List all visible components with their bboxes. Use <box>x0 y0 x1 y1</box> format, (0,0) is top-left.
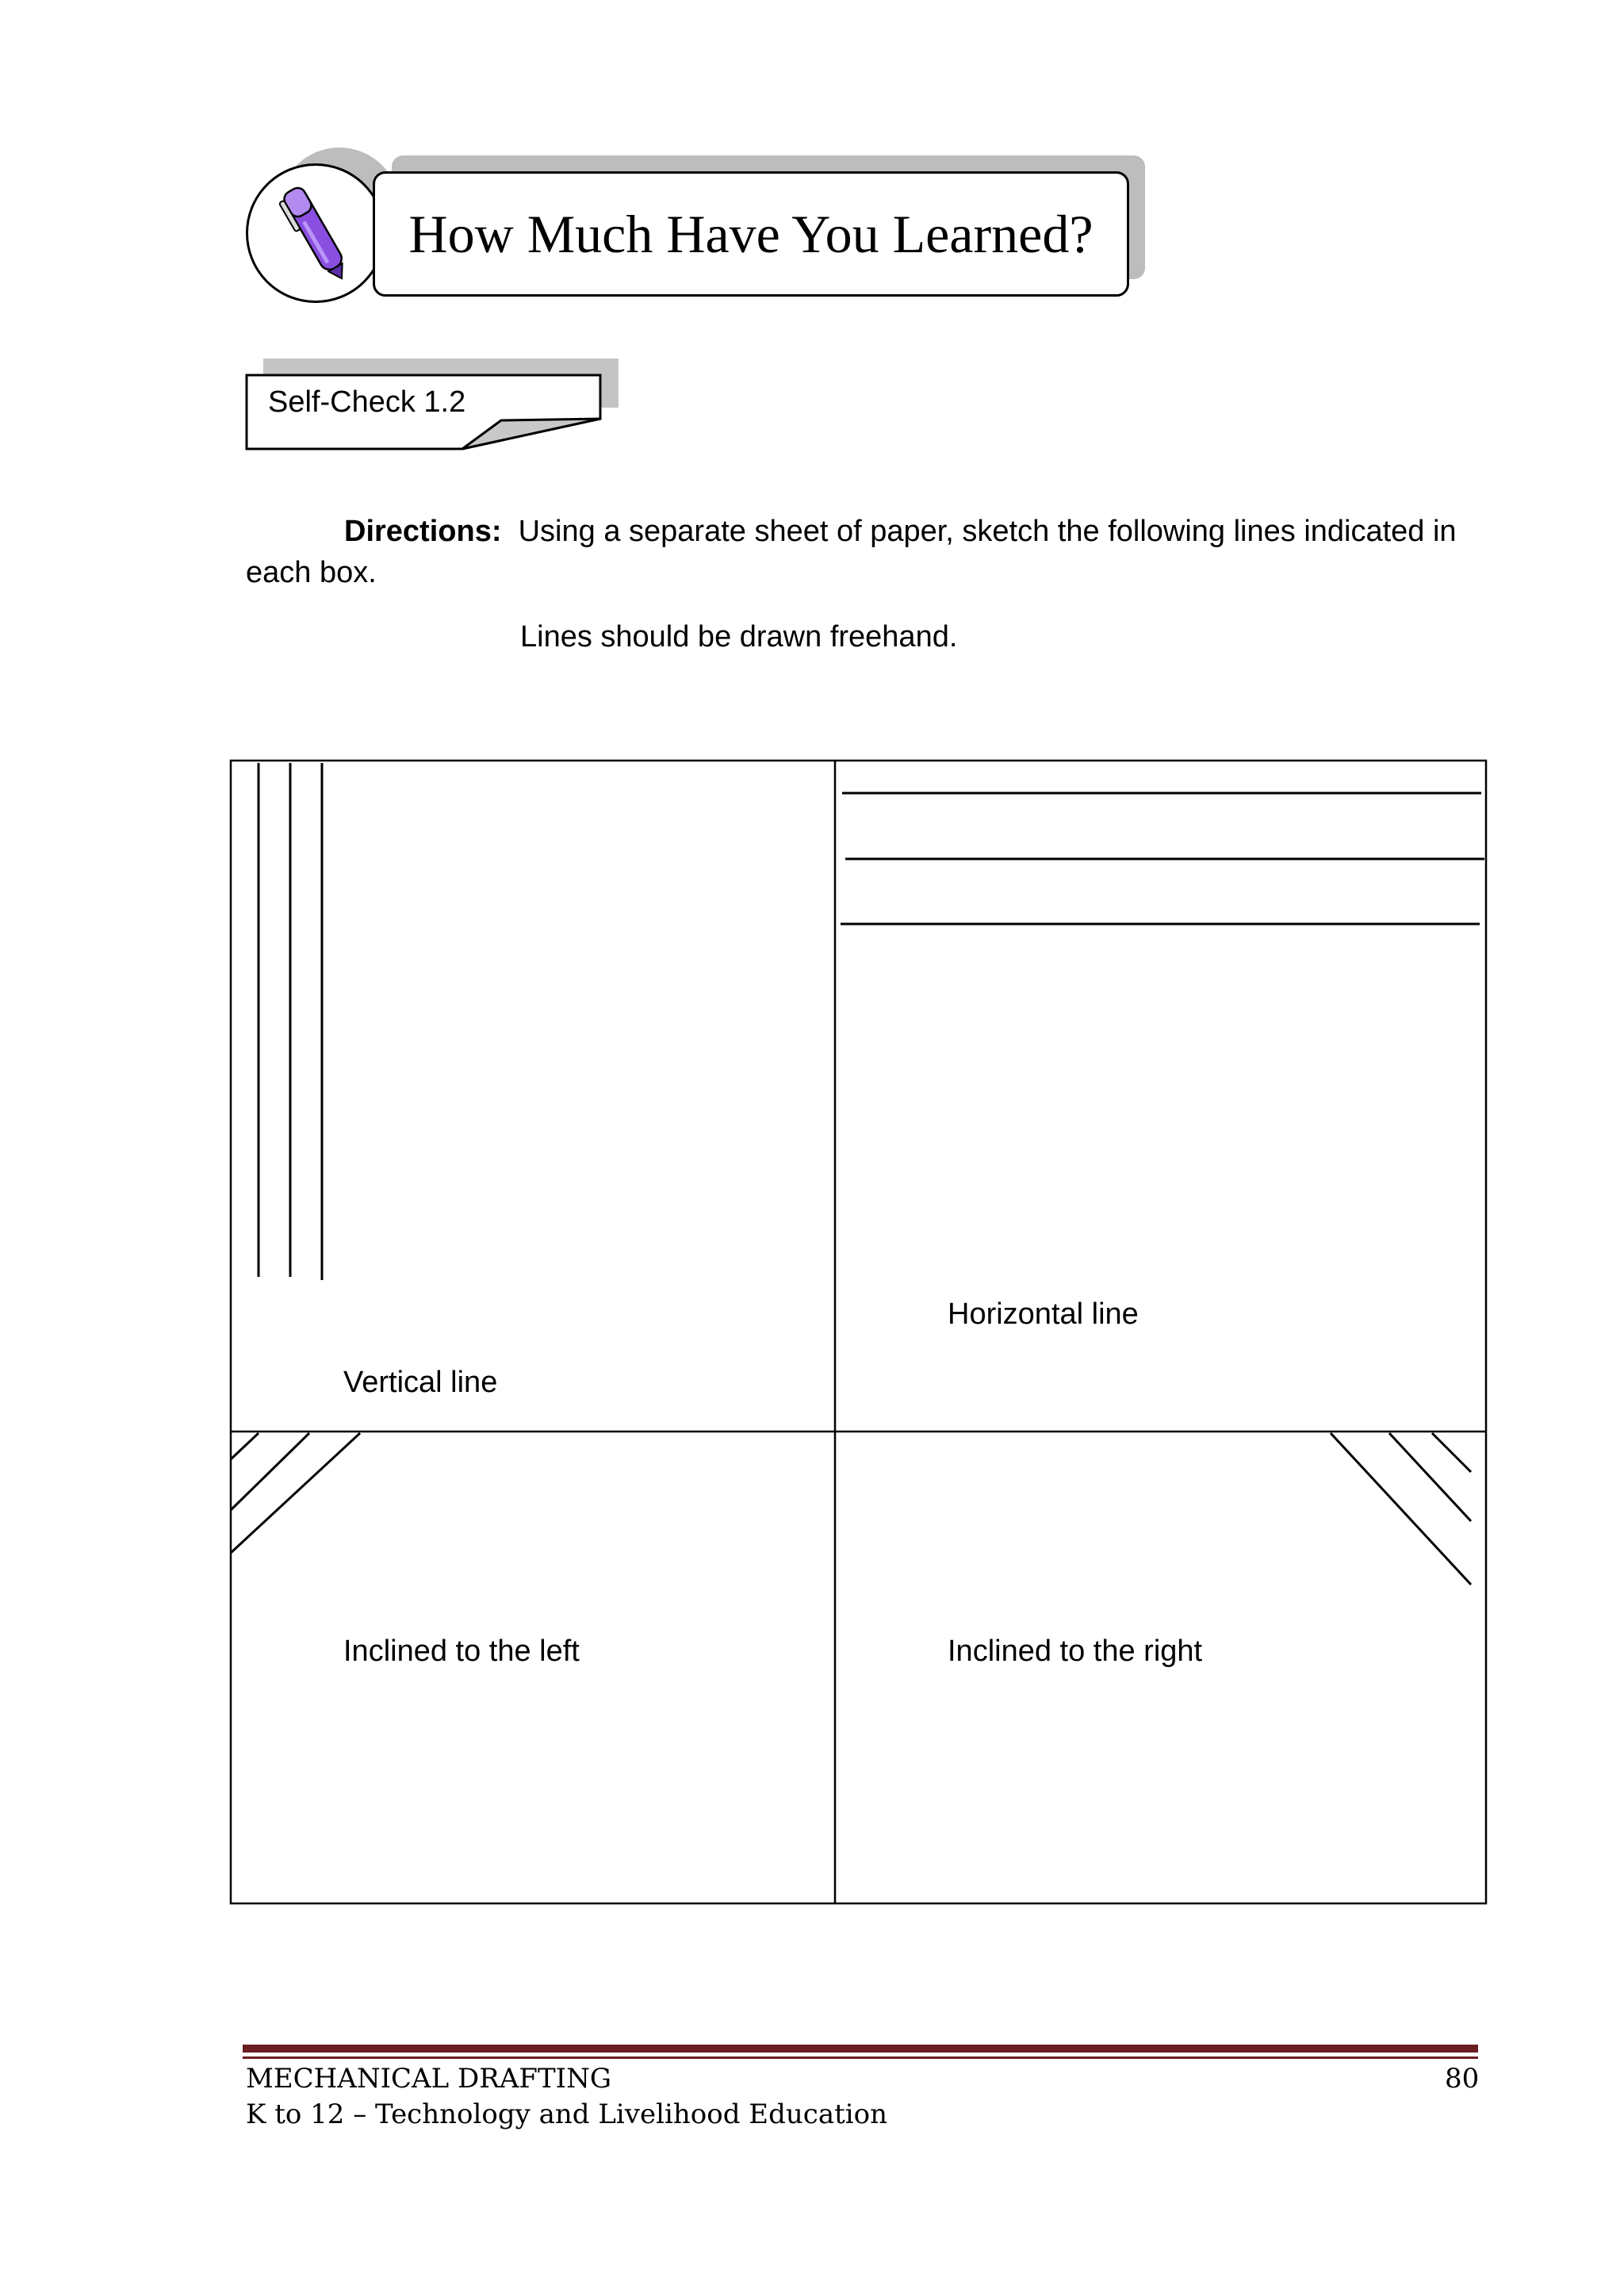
cell-label-inclined-left: Inclined to the left <box>343 1635 580 1668</box>
footer-rule-thin <box>243 2056 1478 2059</box>
page-title: How Much Have You Learned? <box>408 203 1094 264</box>
horizontal-sample-lines <box>841 793 1484 924</box>
grid-border <box>231 761 1486 1903</box>
inclined-right-sample-lines <box>1331 1433 1471 1585</box>
page-number: 80 <box>1445 2063 1480 2095</box>
cell-label-inclined-right: Inclined to the right <box>948 1635 1203 1668</box>
self-check-label: Self-Check 1.2 <box>268 385 466 419</box>
cell-label-vertical: Vertical line <box>343 1366 498 1399</box>
footer-course: K to 12 – Technology and Livelihood Education <box>246 2099 887 2130</box>
footer-subject: MECHANICAL DRAFTING <box>246 2063 612 2095</box>
inclined-left-sample-lines <box>231 1433 360 1553</box>
directions-label: Directions: <box>344 515 502 548</box>
footer-rule-thick <box>243 2045 1478 2053</box>
vertical-sample-lines <box>259 763 322 1280</box>
directions-note: Lines should be drawn freehand. <box>520 620 958 654</box>
cell-label-horizontal: Horizontal line <box>948 1297 1139 1331</box>
directions-text: Using a separate sheet of paper, sketch the following lines indicated in each box. <box>246 515 1457 589</box>
